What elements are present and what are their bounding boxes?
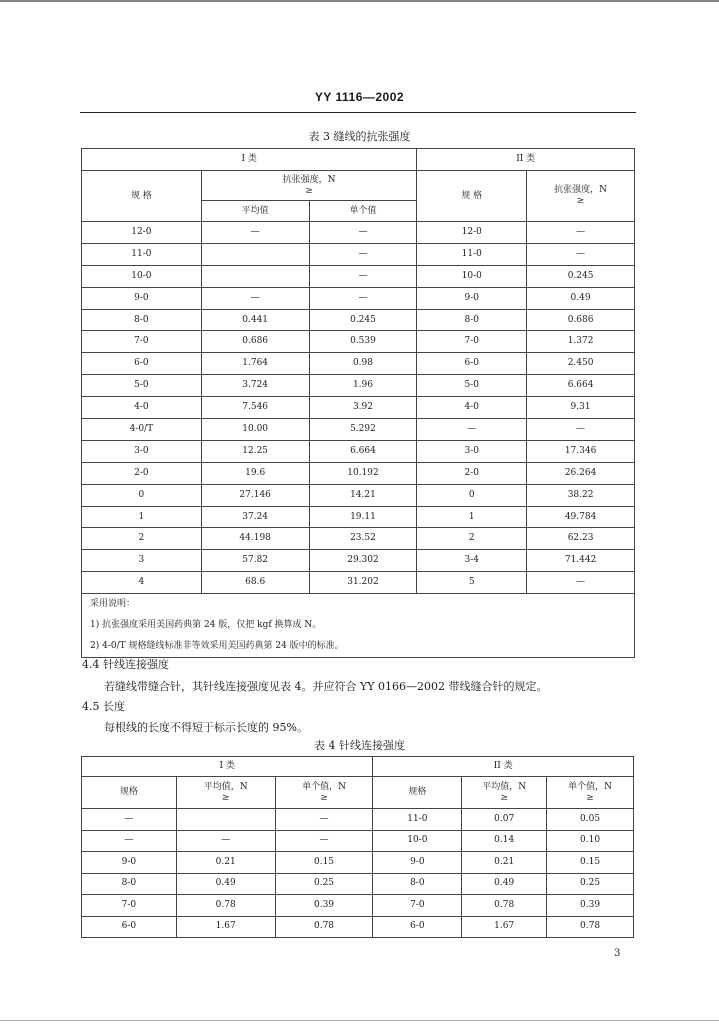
table3-cell: 6.664	[309, 440, 417, 462]
table3-cell: 8-0	[417, 309, 527, 331]
table4-cell: 0.10	[547, 830, 634, 852]
table3-cell: —	[527, 243, 635, 265]
table3-cell: 2	[82, 528, 202, 550]
table3-strength-header-right	[527, 171, 635, 222]
table4-cell: 0.07	[462, 809, 547, 831]
table3-row	[82, 550, 635, 572]
table4-cell: 8-0	[373, 873, 462, 895]
table3-cell: 3-0	[417, 440, 527, 462]
table4-cell: 8-0	[82, 873, 177, 895]
table3-strength-label-left: 抗张强度，N	[282, 174, 336, 185]
table4-cell: 0.78	[176, 895, 275, 917]
table3-cell: 0.686	[201, 331, 309, 353]
table3-note-row	[82, 594, 635, 616]
table3-cell: 71.442	[527, 550, 635, 572]
table4-cell: 11-0	[373, 809, 462, 831]
table4-cell: 0.25	[547, 873, 634, 895]
table3-row	[82, 440, 635, 462]
table3-cell: 2-0	[417, 462, 527, 484]
table3-row	[82, 309, 635, 331]
table3-row	[82, 265, 635, 287]
table3-cell: —	[201, 287, 309, 309]
table3-cell: 3.724	[201, 375, 309, 397]
table3-strength-header-left	[201, 171, 417, 201]
table3-row	[82, 287, 635, 309]
section-4-5-title: 4.5 长度	[82, 700, 125, 713]
table4-cell: 7-0	[82, 895, 177, 917]
table3-row	[82, 353, 635, 375]
table4-row	[82, 852, 634, 874]
table3-cell: 4-0	[417, 397, 527, 419]
table4-cell: 0.21	[462, 852, 547, 874]
table3-cell: —	[417, 419, 527, 441]
table3-cell: 62.23	[527, 528, 635, 550]
table3-cell: 31.202	[309, 572, 417, 594]
table3-row	[82, 462, 635, 484]
table4-avg-header-right	[462, 777, 547, 809]
table4-cell: 0.14	[462, 830, 547, 852]
table3-note: 2) 4-0/T 规格缝线标准非等效采用美国药典第 24 版中的标准。	[82, 636, 635, 658]
table3-cell: 9-0	[82, 287, 202, 309]
table3-row	[82, 419, 635, 441]
table4-cell: 0.78	[275, 916, 373, 938]
table4-cell: —	[275, 830, 373, 852]
table3-cell: —	[527, 419, 635, 441]
table3-cell: 0	[417, 484, 527, 506]
table4-row	[82, 895, 634, 917]
table3-cell: 3-4	[417, 550, 527, 572]
table3-row	[82, 528, 635, 550]
table3-cell: 49.784	[527, 506, 635, 528]
table4-cell: 9-0	[82, 852, 177, 874]
table3-spec-header-right: 规 格	[417, 171, 527, 222]
table4-needle-attachment	[81, 756, 634, 938]
table3-cell: 2	[417, 528, 527, 550]
table4-single-label: 单个值，N	[302, 781, 346, 792]
table3-cell: —	[309, 287, 417, 309]
table3-cell: 12-0	[82, 222, 202, 244]
table3-cell: 37.24	[201, 506, 309, 528]
section-4-5-text: 每根线的长度不得短于标示长度的 95%。	[104, 721, 308, 734]
table3-cell: 14.21	[309, 484, 417, 506]
table4-avg-label: 平均值，N	[203, 781, 248, 792]
table3-cell: 5.292	[309, 419, 417, 441]
geq-symbol: ≥	[500, 792, 508, 803]
table3-cell: 38.22	[527, 484, 635, 506]
table3-cell: 3-0	[82, 440, 202, 462]
table4-cell: 0.25	[275, 873, 373, 895]
table3-row	[82, 506, 635, 528]
table4-spec-header-left: 规格	[82, 777, 177, 809]
table4-class2-header: II 类	[373, 757, 634, 777]
table4-cell: —	[82, 809, 177, 831]
table3-cell: 7.546	[201, 397, 309, 419]
table3-cell: —	[309, 222, 417, 244]
table4-avg-header-left	[176, 777, 275, 809]
table3-single-header: 单个值	[309, 201, 417, 222]
table3-cell: 2-0	[82, 462, 202, 484]
table4-cell: 0.78	[462, 895, 547, 917]
table3-class2-header: II 类	[417, 149, 635, 171]
table3-cell: 57.82	[201, 550, 309, 572]
table3-caption: 表 3 缝线的抗张强度	[308, 130, 411, 143]
table3-cell: 4-0	[82, 397, 202, 419]
geq-symbol: ≥	[320, 792, 328, 803]
table3-cell: 68.6	[201, 572, 309, 594]
table3-cell: 10-0	[82, 265, 202, 287]
table4-single-header-left	[275, 777, 373, 809]
geq-symbol: ≥	[305, 185, 313, 196]
table3-cell: 0.686	[527, 309, 635, 331]
section-4-4-text: 若缝线带缝合针，其针线连接强度见表 4。并应符合 YY 0166—2002 带线缝合针的规定。	[104, 680, 548, 693]
table3-row	[82, 243, 635, 265]
table3-cell: 2.450	[527, 353, 635, 375]
table4-cell: —	[82, 830, 177, 852]
table3-cell: 23.52	[309, 528, 417, 550]
table3-strength-label-right: 抗张强度，N	[554, 185, 608, 195]
table3-cell: 1	[417, 506, 527, 528]
table3-cell: —	[527, 572, 635, 594]
table3-cell: 1.96	[309, 375, 417, 397]
table4-cell: 0.49	[176, 873, 275, 895]
table3-cell: 9-0	[417, 287, 527, 309]
table3-cell: 3	[82, 550, 202, 572]
table4-cell: —	[176, 830, 275, 852]
table3-cell: 12-0	[417, 222, 527, 244]
table3-cell: 0.245	[527, 265, 635, 287]
table3-cell: 10-0	[417, 265, 527, 287]
table3-cell: 8-0	[82, 309, 202, 331]
table4-row	[82, 873, 634, 895]
table3-cell: 0.98	[309, 353, 417, 375]
table3-cell: 10.192	[309, 462, 417, 484]
table4-single-label: 单个值，N	[568, 781, 612, 792]
table3-spec-header-left: 规 格	[82, 171, 202, 222]
table4-spec-header-right: 规格	[373, 777, 462, 809]
table4-cell: 0.15	[547, 852, 634, 874]
table4-cell: 1.67	[176, 916, 275, 938]
geq-symbol: ≥	[221, 792, 230, 803]
table3-cell: 10.00	[201, 419, 309, 441]
table3-cell: 3.92	[309, 397, 417, 419]
table4-row	[82, 916, 634, 938]
table4-cell: 0.21	[176, 852, 275, 874]
table4-cell: 1.67	[462, 916, 547, 938]
table4-cell: 0.39	[275, 895, 373, 917]
table3-cell: 29.302	[309, 550, 417, 572]
table4-caption: 表 4 针线连接强度	[314, 739, 405, 752]
table4-cell: 6-0	[373, 916, 462, 938]
table3-cell: 5	[417, 572, 527, 594]
table4-cell	[176, 809, 275, 831]
table4-cell: 0.15	[275, 852, 373, 874]
table3-cell: 0.441	[201, 309, 309, 331]
table3-cell	[201, 265, 309, 287]
scan-top-edge	[0, 0, 719, 2]
table3-cell: 0.245	[309, 309, 417, 331]
table3-cell: 11-0	[417, 243, 527, 265]
table3-cell: 5-0	[82, 375, 202, 397]
table3-note-row	[82, 615, 635, 636]
table4-cell: 10-0	[373, 830, 462, 852]
table3-cell: 17.346	[527, 440, 635, 462]
table3-tensile-strength	[81, 148, 635, 658]
table3-avg-header: 平均值	[201, 201, 309, 222]
table4-cell: 7-0	[373, 895, 462, 917]
table3-cell	[201, 243, 309, 265]
table3-cell: 4-0/T	[82, 419, 202, 441]
table3-note: 采用说明：	[82, 594, 635, 616]
table4-row	[82, 830, 634, 852]
table3-cell: 19.6	[201, 462, 309, 484]
table3-cell: —	[201, 222, 309, 244]
table3-note-row	[82, 636, 635, 658]
page-number: 3	[614, 948, 621, 959]
table3-cell: 26.264	[527, 462, 635, 484]
table4-single-header-right	[547, 777, 634, 809]
table3-cell: 1	[82, 506, 202, 528]
table4-cell: 6-0	[82, 916, 177, 938]
table4-cell: 0.05	[547, 809, 634, 831]
table3-cell: —	[309, 243, 417, 265]
table3-cell: 11-0	[82, 243, 202, 265]
table3-cell: 7-0	[82, 331, 202, 353]
table4-class1-header: I 类	[82, 757, 373, 777]
table3-row	[82, 397, 635, 419]
table3-row	[82, 375, 635, 397]
table3-note: 1) 抗张强度采用美国药典第 24 版，仅把 kgf 换算成 N。	[82, 615, 635, 636]
table3-cell: —	[309, 265, 417, 287]
table3-cell: 0.49	[527, 287, 635, 309]
table3-cell: 1.764	[201, 353, 309, 375]
table3-cell: 27.146	[201, 484, 309, 506]
table3-cell: —	[527, 222, 635, 244]
table4-row	[82, 809, 634, 831]
geq-symbol: ≥	[586, 792, 594, 803]
table3-cell: 19.11	[309, 506, 417, 528]
table4-cell: 0.49	[462, 873, 547, 895]
table3-cell: 6-0	[82, 353, 202, 375]
table3-cell: 6.664	[527, 375, 635, 397]
table3-cell: 6-0	[417, 353, 527, 375]
scan-bottom-edge	[0, 1020, 719, 1021]
table3-cell: 4	[82, 572, 202, 594]
table4-cell: 9-0	[373, 852, 462, 874]
table3-cell: 5-0	[417, 375, 527, 397]
table3-cell: 9.31	[527, 397, 635, 419]
table3-row	[82, 484, 635, 506]
table4-avg-label: 平均值，N	[482, 781, 527, 792]
section-4-4-title: 4.4 针线连接强度	[82, 658, 169, 671]
table3-cell: 1.372	[527, 331, 635, 353]
table3-cell: 12.25	[201, 440, 309, 462]
geq-symbol: ≥	[576, 196, 585, 206]
table3-class1-header: I 类	[82, 149, 417, 171]
table3-row	[82, 331, 635, 353]
table4-cell: 0.39	[547, 895, 634, 917]
table3-row	[82, 572, 635, 594]
table3-cell: 7-0	[417, 331, 527, 353]
table3-cell: 0	[82, 484, 202, 506]
table4-cell: 0.78	[547, 916, 634, 938]
table4-cell: —	[275, 809, 373, 831]
table3-cell: 0.539	[309, 331, 417, 353]
standard-header: YY 1116—2002	[314, 90, 405, 104]
header-rule	[80, 112, 636, 113]
table3-cell: 44.198	[201, 528, 309, 550]
table3-row	[82, 222, 635, 244]
